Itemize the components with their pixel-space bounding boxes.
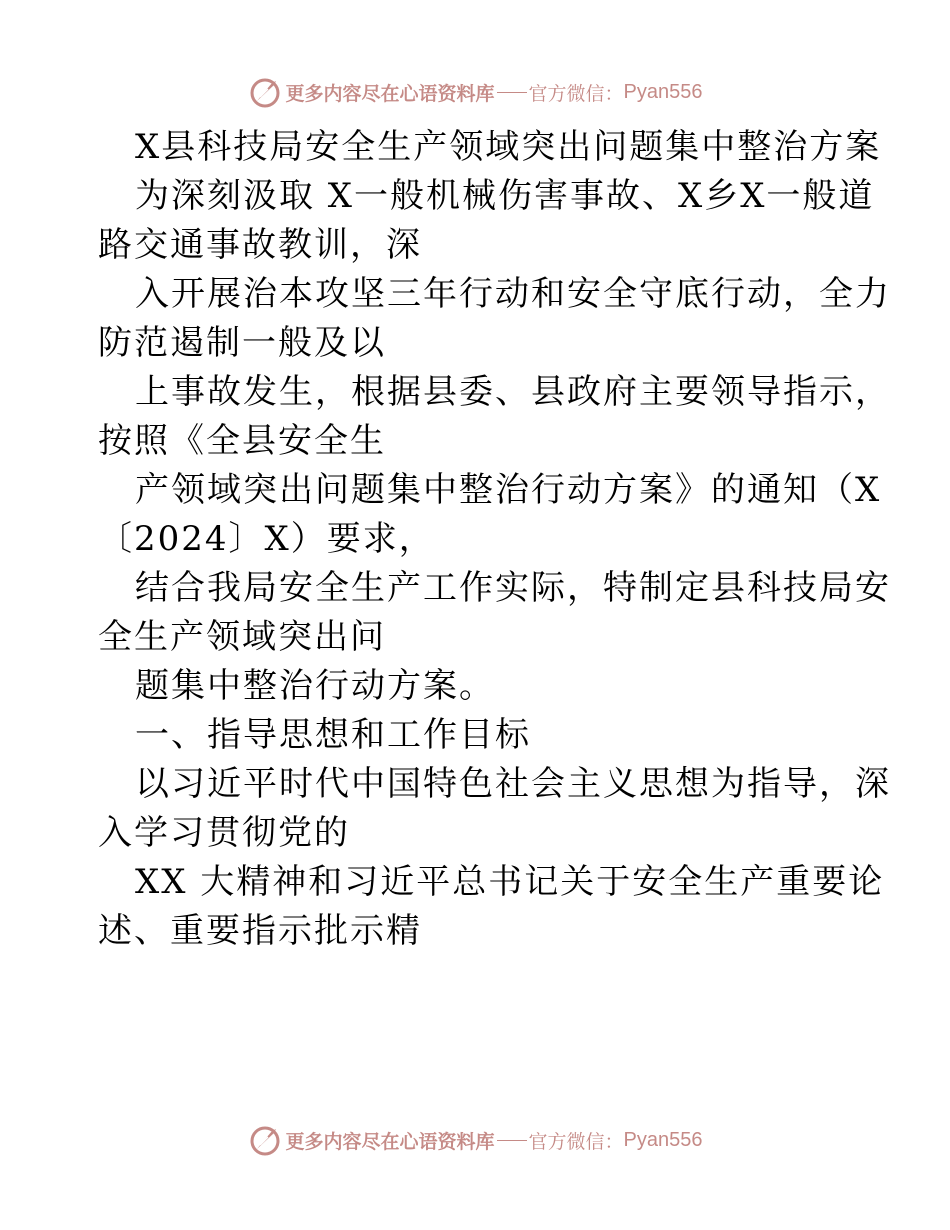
text-line: 为深刻汲取 X一般机械伤害事故、X乡X一般道 <box>135 176 875 216</box>
watermark-dash <box>497 1140 527 1141</box>
watermark-dash <box>497 92 527 93</box>
watermark-text: 更多内容尽在心语资料库 <box>285 82 495 105</box>
text-line: 入学习贯彻党的 <box>98 813 350 853</box>
quill-logo-icon <box>248 1123 282 1157</box>
text-line: 按照《全县安全生 <box>98 421 386 461</box>
document-body <box>98 123 891 956</box>
text-line: 以习近平时代中国特色社会主义思想为指导，深 <box>135 764 891 804</box>
header-watermark <box>0 72 950 112</box>
text-line: 全生产领域突出问 <box>98 617 386 657</box>
watermark-wechat-label: 官方微信： <box>528 1130 624 1153</box>
watermark-wechat-id: Pyan556 <box>623 80 703 103</box>
text-line: 防范遏制一般及以 <box>98 323 386 363</box>
watermark-text: 更多内容尽在心语资料库 <box>285 1130 495 1153</box>
text-line: 一、指导思想和工作目标 <box>135 715 531 755</box>
text-line: 〔2024〕X）要求， <box>98 519 435 559</box>
text-line: 入开展治本攻坚三年行动和安全守底行动，全力 <box>135 274 891 314</box>
text-line: 结合我局安全生产工作实际，特制定县科技局安 <box>135 568 891 608</box>
quill-logo-icon <box>248 75 282 109</box>
footer-watermark <box>0 1120 950 1160</box>
text-line: 路交通事故教训，深 <box>98 225 422 265</box>
text-line: 产领域突出问题集中整治行动方案》的通知（X <box>135 470 882 510</box>
text-line: 述、重要指示批示精 <box>98 911 422 951</box>
watermark-wechat-label: 官方微信： <box>528 82 624 105</box>
text-line: XX 大精神和习近平总书记关于安全生产重要论 <box>135 862 885 902</box>
text-line: X县科技局安全生产领域突出问题集中整治方案 <box>135 127 882 167</box>
watermark-wechat-id: Pyan556 <box>623 1128 703 1151</box>
text-line: 题集中整治行动方案。 <box>135 666 495 706</box>
text-line: 上事故发生，根据县委、县政府主要领导指示， <box>135 372 891 412</box>
